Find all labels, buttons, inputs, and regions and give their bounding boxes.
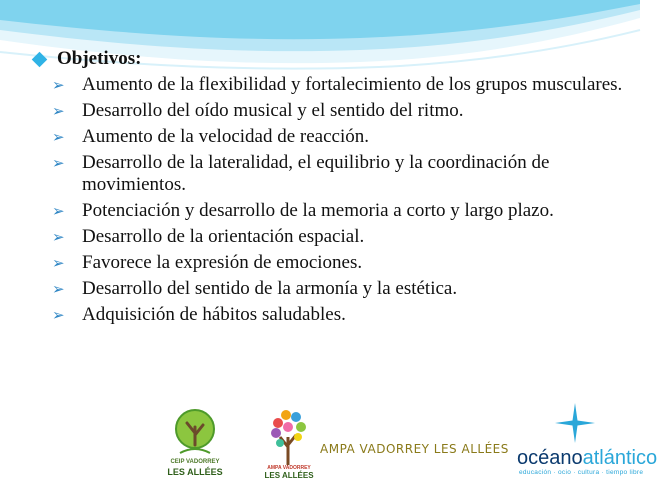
list-item-text: Aumento de la velocidad de reacción. [82, 126, 369, 147]
oceano-brand-part2: atlántico [582, 447, 657, 469]
oceano-atlantico-logo [515, 403, 657, 481]
list-item [52, 74, 630, 96]
ampa-logo-text: AMPA VADORREY LES ALLÉES [320, 442, 509, 456]
ceip-logo-bottom-text: LES ALLÉES [167, 467, 223, 477]
list-item-text: Potenciación y desarrollo de la memoria a corto y largo plazo. [82, 200, 554, 221]
ampa-logo-bottom-text: LES ALLÉES [264, 471, 314, 480]
colorful-tree-icon [271, 410, 306, 465]
list-item [52, 152, 630, 196]
objectives-heading-text: Objetivos: [57, 48, 142, 69]
list-item-text: Desarrollo de la lateralidad, el equilibrio y la coordinación de movimientos. [82, 152, 550, 195]
objectives-section [30, 48, 630, 330]
oceano-brand-part1: océano [517, 447, 583, 469]
arrow-bullet-icon: ➢ [52, 280, 65, 298]
objectives-list [30, 74, 630, 326]
oceano-brand-name [517, 447, 657, 470]
ceip-logo [160, 405, 230, 479]
arrow-bullet-icon: ➢ [52, 306, 65, 324]
list-item-text: Adquisición de hábitos saludables. [82, 304, 346, 325]
arrow-bullet-icon: ➢ [52, 76, 65, 94]
arrow-bullet-icon: ➢ [52, 102, 65, 120]
list-item [52, 200, 630, 222]
arrow-bullet-icon: ➢ [52, 154, 65, 172]
ampa-logo-top-text: AMPA VADORREY [267, 465, 311, 471]
list-item [52, 252, 630, 274]
list-item [52, 100, 630, 122]
sparkle-star-icon [555, 403, 595, 443]
arrow-bullet-icon: ➢ [52, 228, 65, 246]
list-item [52, 226, 630, 248]
ampa-logo [264, 403, 509, 481]
objectives-heading [30, 48, 630, 70]
list-item-text: Desarrollo del sentido de la armonía y la estética. [82, 278, 458, 299]
list-item-text: Favorece la expresión de emociones. [82, 252, 363, 273]
list-item [52, 304, 630, 326]
list-item-text: Desarrollo del oído musical y el sentido del ritmo. [82, 100, 464, 121]
list-item-text: Desarrollo de la orientación espacial. [82, 226, 365, 247]
list-item [52, 126, 630, 148]
ceip-logo-top-text: CEIP VADORREY [170, 459, 220, 465]
list-item-text: Aumento de la flexibilidad y fortalecimiento de los grupos musculares. [82, 74, 623, 95]
arrow-bullet-icon: ➢ [52, 254, 65, 272]
arrow-bullet-icon: ➢ [52, 128, 65, 146]
list-item [52, 278, 630, 300]
logos-footer [0, 403, 657, 480]
diamond-bullet-icon [32, 51, 48, 67]
oceano-tagline: educación · ocio · cultura · tiempo libre [519, 469, 644, 476]
arrow-bullet-icon: ➢ [52, 202, 65, 220]
